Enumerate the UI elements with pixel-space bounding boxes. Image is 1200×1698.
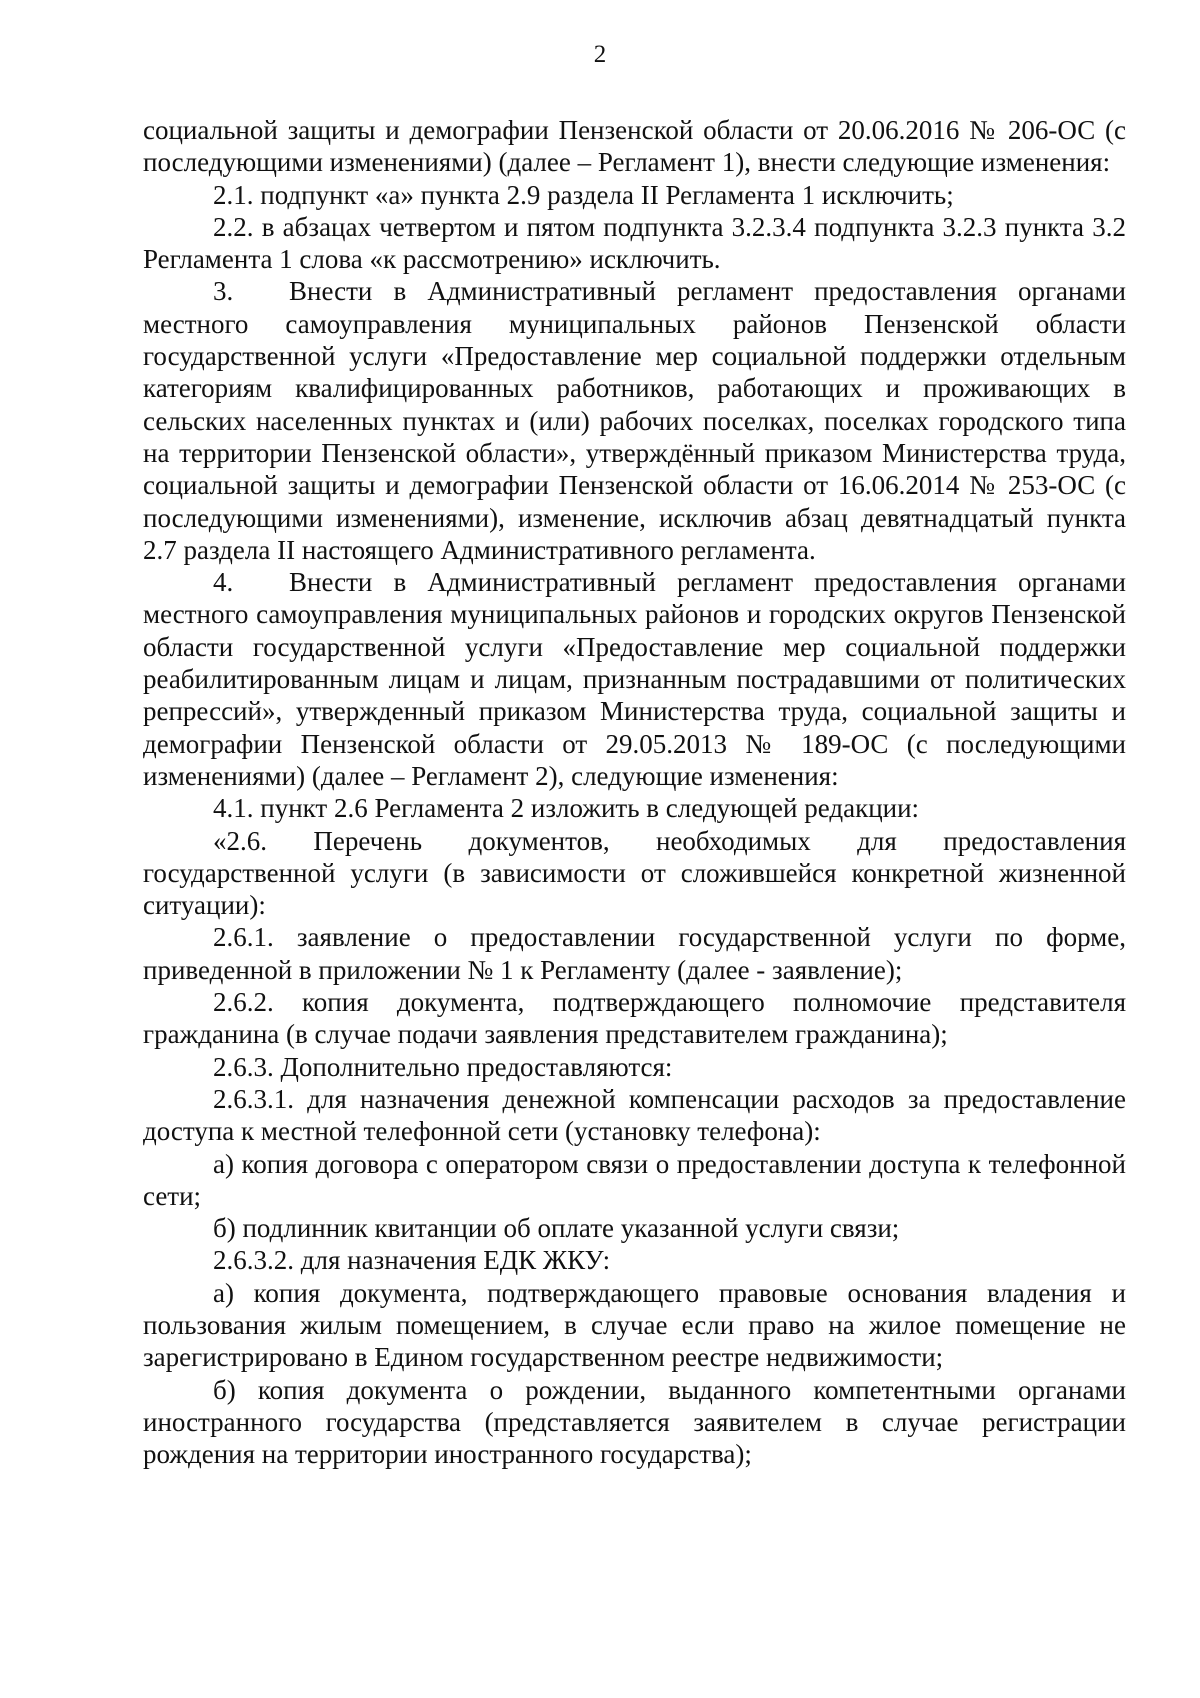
paragraph-3: 3. Внести в Административный регламент предоставления органами местного самоуправления муниципальных районов Пензенской области государственной услуги «Предоставление мер социальной поддержки отдельным категориям квалифицированных работников, работающих и проживающих в сельских населенных пунктах и (или) рабочих поселках, поселках городского типа на территории Пензенской области», утверждённый приказом Министерства труда, социальной защиты и демографии Пензенской области от 16.06.2014 № 253-ОС (с последующими изменениями), изменение, исключив абзац девятнадцатый пункта 2.7 раздела II настоящего Административного регламента. xyxy=(143,276,1126,565)
page-number: 2 xyxy=(593,41,607,68)
document-body xyxy=(143,114,1126,1470)
paragraph-2-6-3: 2.6.3. Дополнительно предоставляются: xyxy=(213,1051,673,1082)
paragraph-item-b-1: б) подлинник квитанции об оплате указанной услуги связи; xyxy=(213,1213,900,1244)
paragraph-2-6-3-2: 2.6.3.2. для назначения ЕДК ЖКУ: xyxy=(213,1245,611,1276)
paragraph-number: 3. xyxy=(213,276,234,307)
paragraph-2-2: 2.2. в абзацах четвертом и пятом подпункта 3.2.3.4 подпункта 3.2.3 пункта 3.2 Регламента 1 слова «к рассмотрению» исключить. xyxy=(143,211,1126,275)
paragraph-4-1: 4.1. пункт 2.6 Регламента 2 изложить в следующей редакции: xyxy=(213,793,920,824)
paragraph-2-1: 2.1. подпункт «а» пункта 2.9 раздела II Регламента 1 исключить; xyxy=(213,179,954,210)
paragraph-2-6: «2.6. Перечень документов, необходимых для предоставления государственной услуги (в зависимости от сложившейся конкретной жизненной ситуации): xyxy=(143,825,1126,921)
paragraph-item-b-2: б) копия документа о рождении, выданного компетентными органами иностранного государства (представляется заявителем в случае регистрации рождения на территории иностранного государства); xyxy=(143,1374,1126,1470)
paragraph-4: 4. Внести в Административный регламент предоставления органами местного самоуправления муниципальных районов и городских округов Пензенской области государственной услуги «Предоставление мер социальной поддержки реабилитированным лицам и лицам, признанным пострадавшими от политических репрессий», утвержденный приказом Министерства труда, социальной защиты и демографии Пензенской области от 29.05.2013 № 189-ОС (с последующими изменениями) (далее – Регламент 2), следующие изменения: xyxy=(143,567,1126,791)
paragraph-2-6-3-1: 2.6.3.1. для назначения денежной компенсации расходов за предоставление доступа к местной телефонной сети (установку телефона): xyxy=(143,1083,1126,1147)
paragraph-number: 4. xyxy=(213,567,234,598)
paragraph-item-a-2: а) копия документа, подтверждающего правовые основания владения и пользования жилым помещением, в случае если право на жилое помещение не зарегистрировано в Едином государственном реестре недвижимости; xyxy=(143,1277,1126,1373)
paragraph-item-a-1: а) копия договора с оператором связи о предоставлении доступа к телефонной сети; xyxy=(143,1148,1126,1211)
paragraph-2-6-2: 2.6.2. копия документа, подтверждающего полномочие представителя гражданина (в случае подачи заявления представителем гражданина); xyxy=(143,987,1126,1050)
paragraph-continuation: социальной защиты и демографии Пензенской области от 20.06.2016 № 206-ОС (с последующими изменениями) (далее – Регламент 1), внести следующие изменения: xyxy=(143,115,1126,178)
paragraph-2-6-1: 2.6.1. заявление о предоставлении государственной услуги по форме, приведенной в приложении № 1 к Регламенту (далее - заявление); xyxy=(143,922,1126,985)
